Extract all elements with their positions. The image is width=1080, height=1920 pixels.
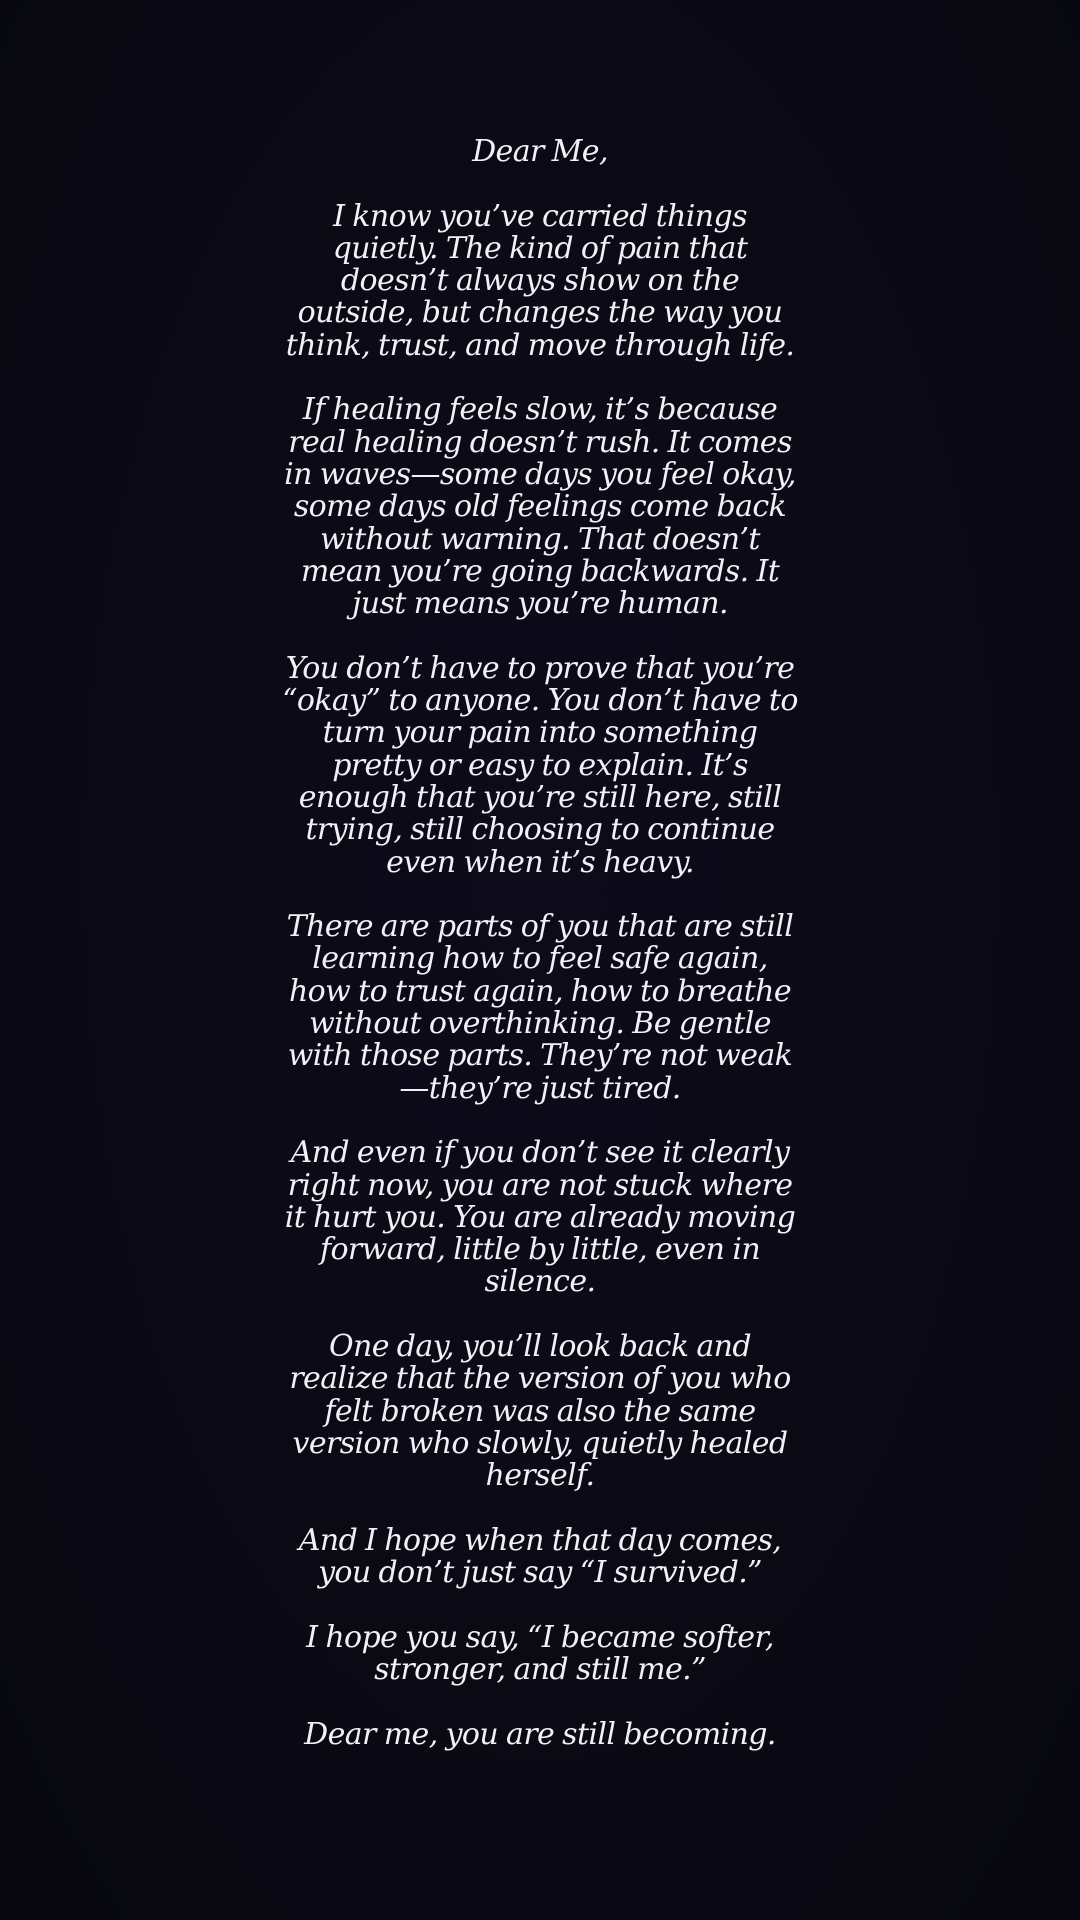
letter-paragraph: I know you’ve carried things quietly. The kind of pain that doesn’t always show on the outside, but changes the way you think, trust, and move through life. — [285, 198, 795, 363]
letter-paragraph: There are parts of you that are still learning how to feel safe again, how to trust again, how to breathe without overthinking. Be gentle with those parts. They’re not weak—they’re just tired. — [286, 909, 794, 1106]
letter-paragraph: If healing feels slow, it’s because real healing doesn’t rush. It comes in waves—some days you feel okay, some days old feelings come back without warning. That doesn’t mean you’re going backwards. It just means you’re human. — [284, 392, 796, 622]
letter-body — [280, 136, 800, 1751]
letter-paragraph: And I hope when that day comes, you don’t just say “I survived.” — [298, 1522, 782, 1591]
letter-paragraph: You don’t have to prove that you’re “okay” to anyone. You don’t have to turn your pain into something pretty or easy to explain. It’s enough that you’re still here, still trying, still choosing to continue even when it’s heavy. — [282, 650, 798, 880]
letter-closing: Dear me, you are still becoming. — [304, 1716, 776, 1752]
letter-greeting: Dear Me, — [472, 134, 608, 169]
letter-paragraph: One day, you’ll look back and realize that the version of you who felt broken was also the same version who slowly, quietly healed herself. — [289, 1328, 791, 1494]
letter-paragraph: I hope you say, “I became softer, stronger, and still me.” — [306, 1619, 774, 1687]
letter-paragraph: And even if you don’t see it clearly right now, you are not stuck where it hurt you. You are already moving forward, little by little, even in silence. — [284, 1135, 796, 1300]
